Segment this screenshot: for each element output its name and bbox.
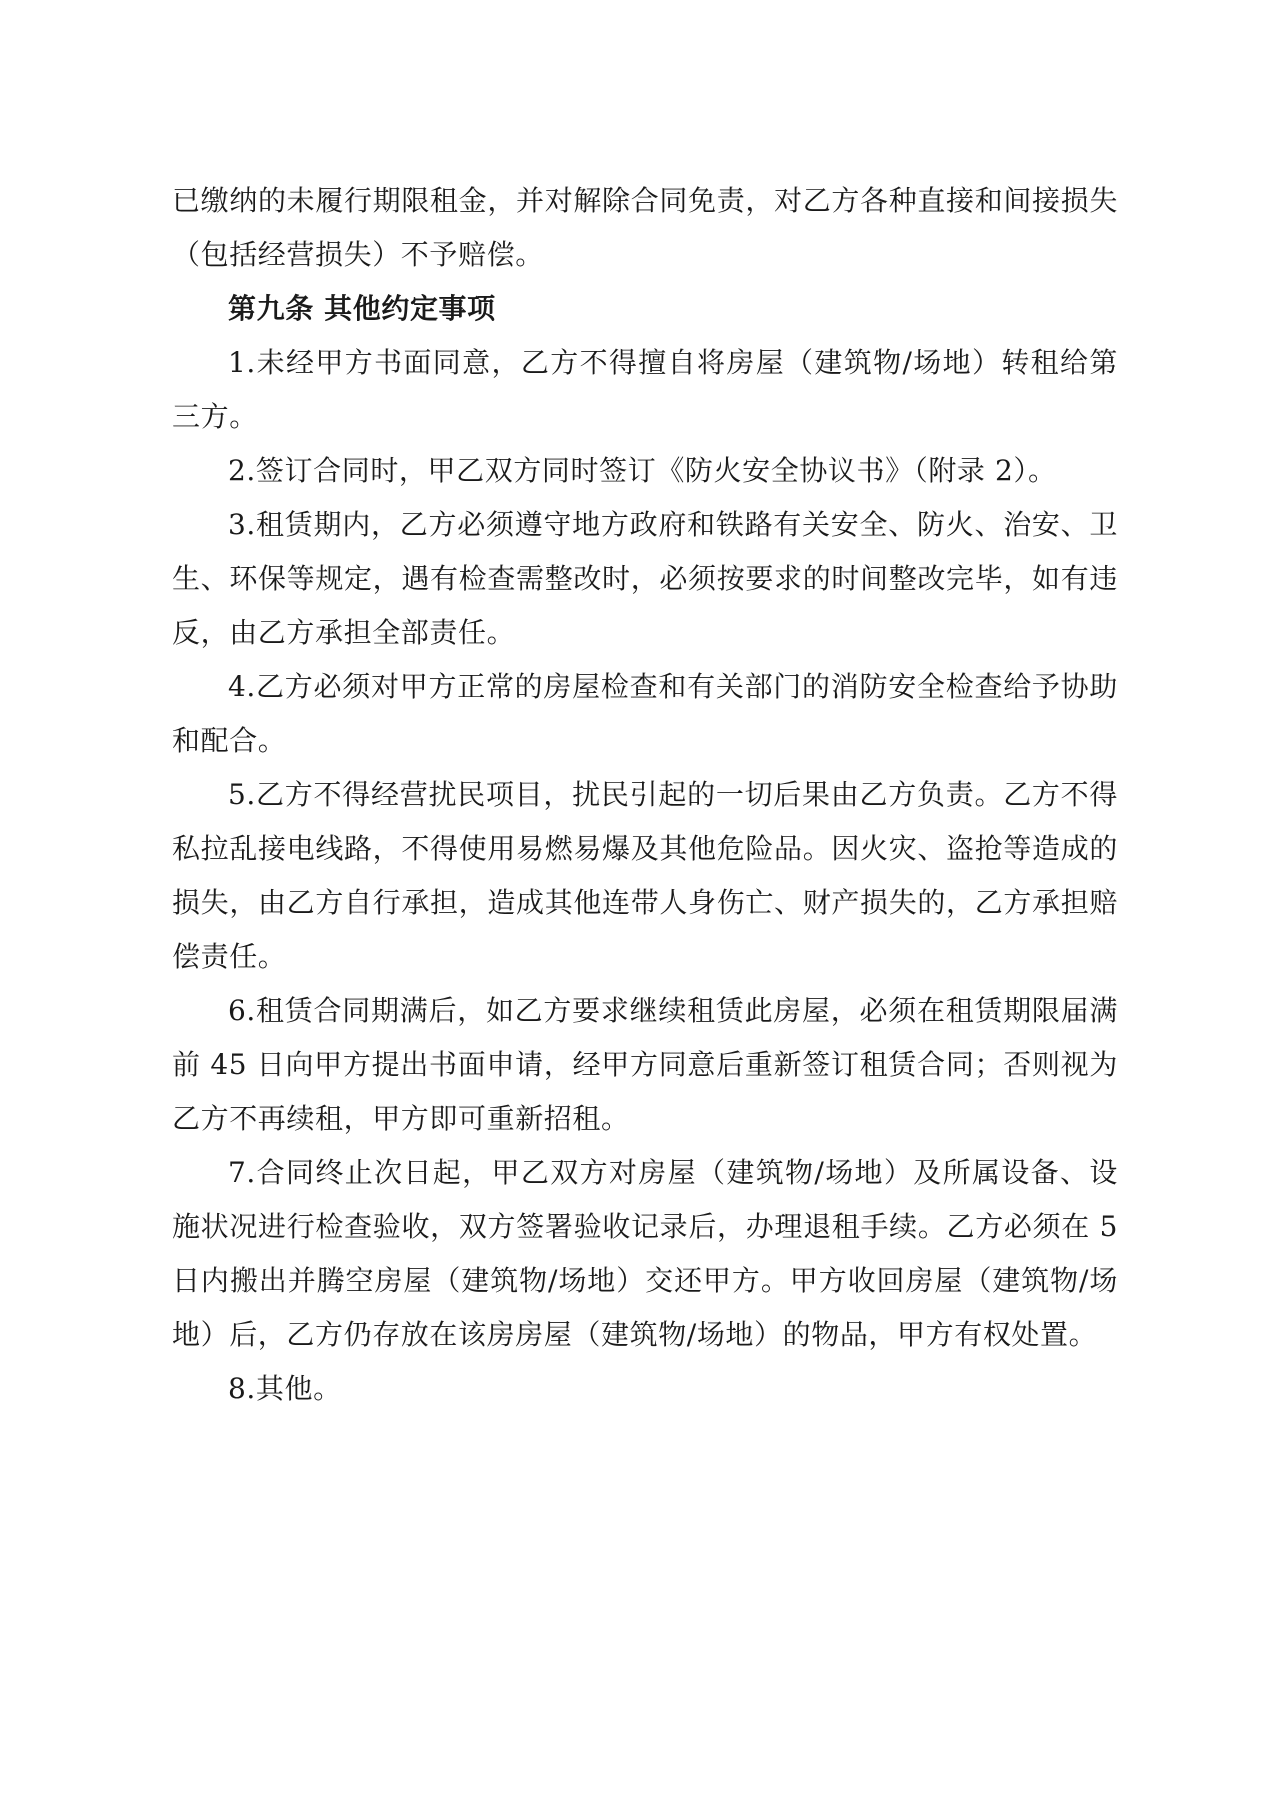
- clause-item-4: 4.乙方必须对甲方正常的房屋检查和有关部门的消防安全检查给予协助和配合。: [172, 670, 1118, 757]
- section-title: 第九条 其他约定事项: [228, 292, 496, 325]
- continuation-paragraph: 已缴纳的未履行期限租金，并对解除合同免责，对乙方各种直接和间接损失（包括经营损失）不予赔偿。: [172, 184, 1118, 271]
- document-body: [172, 174, 1118, 1416]
- clause-item-8: 8.其他。: [228, 1372, 342, 1405]
- clause-item-1: 1.未经甲方书面同意，乙方不得擅自将房屋（建筑物/场地）转租给第三方。: [172, 346, 1118, 433]
- clause-item-2: 2.签订合同时，甲乙双方同时签订《防火安全协议书》（附录 2）。: [228, 454, 1057, 487]
- clause-item-5: 5.乙方不得经营扰民项目，扰民引起的一切后果由乙方负责。乙方不得私拉乱接电线路，不得使用易燃易爆及其他危险品。因火灾、盗抢等造成的损失，由乙方自行承担，造成其他连带人身伤亡、财产损失的，乙方承担赔偿责任。: [172, 778, 1118, 973]
- clause-item-7: 7.合同终止次日起，甲乙双方对房屋（建筑物/场地）及所属设备、设施状况进行检查验收，双方签署验收记录后，办理退租手续。乙方必须在 5 日内搬出并腾空房屋（建筑物/场地）交还甲方。甲方收回房屋（建筑物/场地）后，乙方仍存放在该房房屋（建筑物/场地）的物品，甲方有权处置。: [172, 1156, 1118, 1351]
- clause-item-6: 6.租赁合同期满后，如乙方要求继续租赁此房屋，必须在租赁期限届满前 45 日向甲方提出书面申请，经甲方同意后重新签订租赁合同；否则视为乙方不再续租，甲方即可重新招租。: [172, 994, 1118, 1135]
- clause-item-3: 3.租赁期内，乙方必须遵守地方政府和铁路有关安全、防火、治安、卫生、环保等规定，遇有检查需整改时，必须按要求的时间整改完毕，如有违反，由乙方承担全部责任。: [172, 508, 1118, 649]
